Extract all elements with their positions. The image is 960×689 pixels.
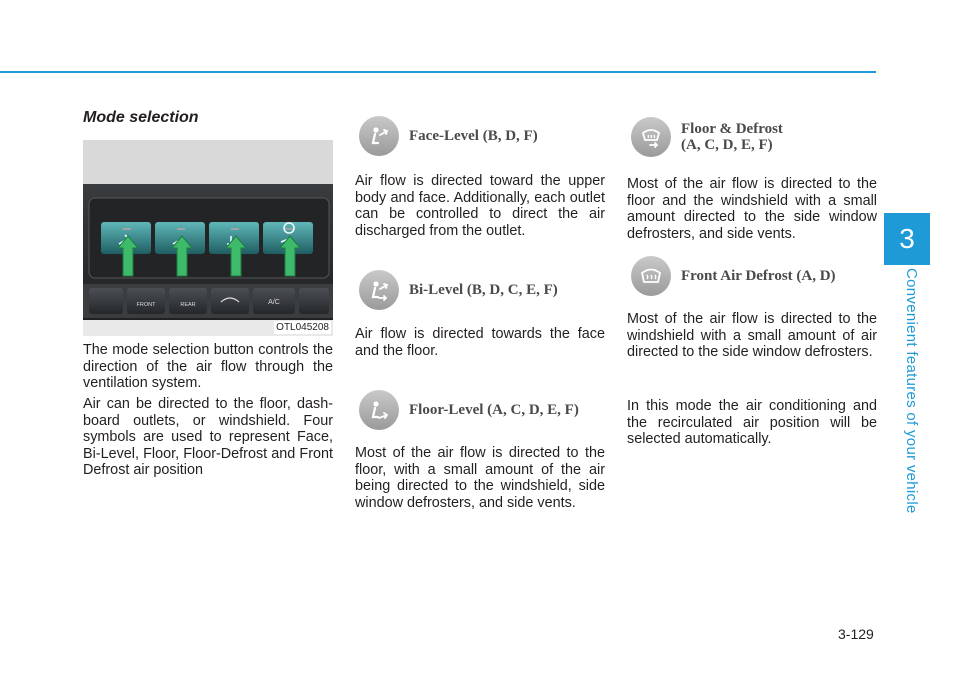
- rear-defrost-button-label: REAR: [180, 302, 196, 308]
- front-defrost-button-label: FRONT: [136, 302, 156, 308]
- floor-defrost-icon: [631, 117, 671, 157]
- mode-label-line-2: (A, C, D, E, F): [681, 137, 773, 153]
- chapter-number: 3: [899, 223, 915, 254]
- mode-label: Face-Level (B, D, F): [409, 128, 538, 144]
- face-level-icon: [359, 116, 399, 156]
- photo-caption: OTL045208: [276, 322, 329, 333]
- mode-label: [681, 121, 783, 153]
- mode-face-level-text: Air flow is directed toward the upper body and face. Additionally, each outlet can be controlled to direct the air discharged from the outlet.: [355, 173, 605, 239]
- mode-label: Floor-Level (A, C, D, E, F): [409, 402, 579, 418]
- auto-ac-note: In this mode the air conditioning and the recirculated air position will be selected automatically.: [627, 398, 877, 447]
- front-defrost-icon: [631, 256, 671, 296]
- chapter-tab: [884, 213, 930, 265]
- mode-label: Front Air Defrost (A, D): [681, 268, 836, 284]
- mode-face-level-heading: [359, 116, 538, 156]
- mode-front-defrost-text: Most of the air flow is directed to the windshield with a small amount of air directed to the side window defrosters.: [627, 311, 877, 360]
- mode-bi-level-heading: [359, 270, 558, 310]
- floor-level-icon: [359, 390, 399, 430]
- ac-button-label: A/C: [268, 299, 280, 306]
- page-number: 3-129: [838, 626, 874, 642]
- mode-bi-level-text: Air flow is directed towards the face and the floor.: [355, 326, 605, 359]
- intro-paragraph-2: Air can be directed to the floor, dash-board outlets, or windshield. Four symbols are used to represent Face, Bi-Level, Floor, Floor-Defrost and Front Defrost air position: [83, 396, 333, 478]
- mode-floor-defrost-heading: [631, 117, 783, 157]
- control-panel-photo: [83, 140, 333, 336]
- mode-label-line-1: Floor & Defrost: [681, 121, 783, 137]
- intro-paragraph-1: The mode selection button controls the direction of the air flow through the ventilation system.: [83, 342, 333, 391]
- bi-level-icon: [359, 270, 399, 310]
- top-rule: [0, 71, 876, 73]
- control-panel-illustration: [83, 140, 333, 336]
- mode-front-defrost-heading: [631, 256, 836, 296]
- mode-floor-defrost-text: Most of the air flow is directed to the floor and the windshield with a small amount directed to the side window defrosters, and side vents.: [627, 176, 877, 242]
- mode-label: Bi-Level (B, D, C, E, F): [409, 282, 558, 298]
- chapter-title: Convenient features of your vehicle: [903, 268, 920, 514]
- section-title: Mode selection: [83, 109, 199, 126]
- mode-floor-level-text: Most of the air flow is directed to the floor, with a small amount of the air being directed to the windshield, side window defrosters, and side vents.: [355, 445, 605, 511]
- mode-floor-level-heading: [359, 390, 579, 430]
